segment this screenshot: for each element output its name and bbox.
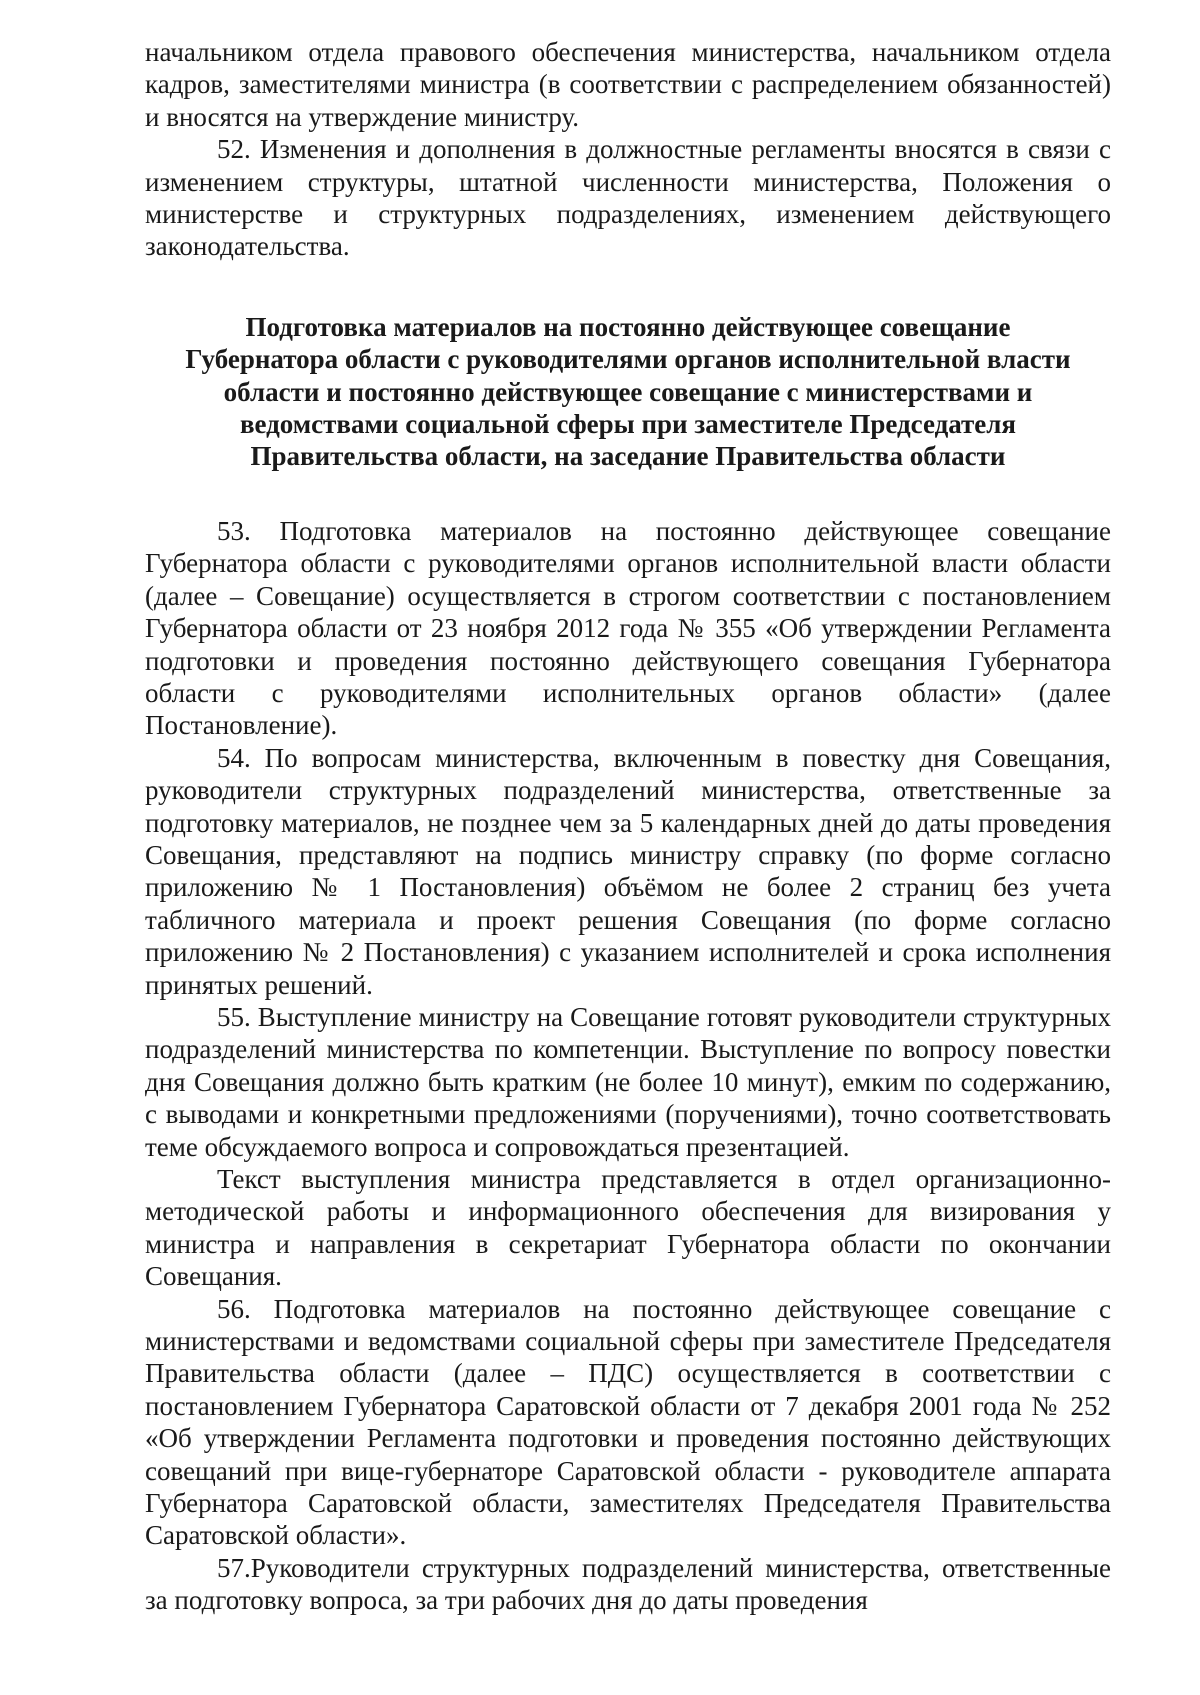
paragraph-56: 56. Подготовка материалов на постоянно действующее совещание с министерствами и ведомствами социальной сферы при заместителе Председателя Правительства области (далее – ПДС) осуществляется в соответствии с постановлением Губернатора Саратовской области от 7 декабря 2001 года № 252 «Об утверждении Регламента подготовки и проведения постоянно действующих совещаний при вице-губернаторе Саратовской области - руководителе аппарата Губернатора Саратовской области, заместителях Председателя Правительства Саратовской области». [145, 1293, 1111, 1551]
paragraph-51-continuation: начальником отдела правового обеспечения министерства, начальником отдела кадров, заместителями министра (в соответствии с распределением обязанностей) и вносятся на утверждение министру. [145, 37, 1111, 132]
section-heading-line: области и постоянно действующее совещание с министерствами и [223, 376, 1033, 407]
paragraph-55: 55. Выступление министру на Совещание готовят руководители структурных подразделений министерства по компетенции. Выступление по вопросу повестки дня Совещания должно быть кратким (не более 10 минут), емким по содержанию, с выводами и конкретными предложениями (поручениями), точно соответствовать теме обсуждаемого вопроса и сопровождаться презентацией. [145, 1001, 1111, 1162]
paragraph-54: 54. По вопросам министерства, включенным в повестку дня Совещания, руководители структурных подразделений министерства, ответственные за подготовку материалов, не позднее чем за 5 календарных дней до даты проведения Совещания, представляют на подпись министру справку (по форме согласно приложению № 1 Постановления) объёмом не более 2 страниц без учета табличного материала и проект решения Совещания (по форме согласно приложению № 2 Постановления) с указанием исполнителей и срока исполнения принятых решений. [145, 742, 1111, 1000]
section-heading-line: Подготовка материалов на постоянно действующее совещание [245, 311, 1011, 342]
paragraph-55-text: Текст выступления министра представляется в отдел организационно-методической работы и информационного обеспечения для визирования у министра и направления в секретариат Губернатора области по окончании Совещания. [145, 1164, 1111, 1292]
paragraph-52: 52. Изменения и дополнения в должностные регламенты вносятся в связи с изменением структуры, штатной численности министерства, Положения о министерстве и структурных подразделениях, изменением действующего законодательства. [145, 134, 1111, 262]
section-heading-line: Губернатора области с руководителями органов исполнительной власти [185, 344, 1071, 375]
section-heading-line: ведомствами социальной сферы при заместителе Председателя [239, 409, 1017, 440]
paragraph-53: 53. Подготовка материалов на постоянно действующее совещание Губернатора области с руководителями органов исполнительной власти области (далее – Совещание) осуществляется в строгом соответствии с постановлением Губернатора области от 23 ноября 2012 года № 355 «Об утверждении Регламента подготовки и проведения постоянно действующего совещания Губернатора области с руководителями исполнительных органов области» (далее Постановление). [145, 515, 1111, 741]
section-heading-line: Правительства области, на заседание Правительства области [250, 441, 1006, 472]
document-page [145, 36, 1111, 1617]
paragraph-57: 57.Руководители структурных подразделений министерства, ответственные за подготовку вопроса, за три рабочих дня до даты проведения [145, 1552, 1111, 1616]
section-heading [145, 311, 1111, 473]
